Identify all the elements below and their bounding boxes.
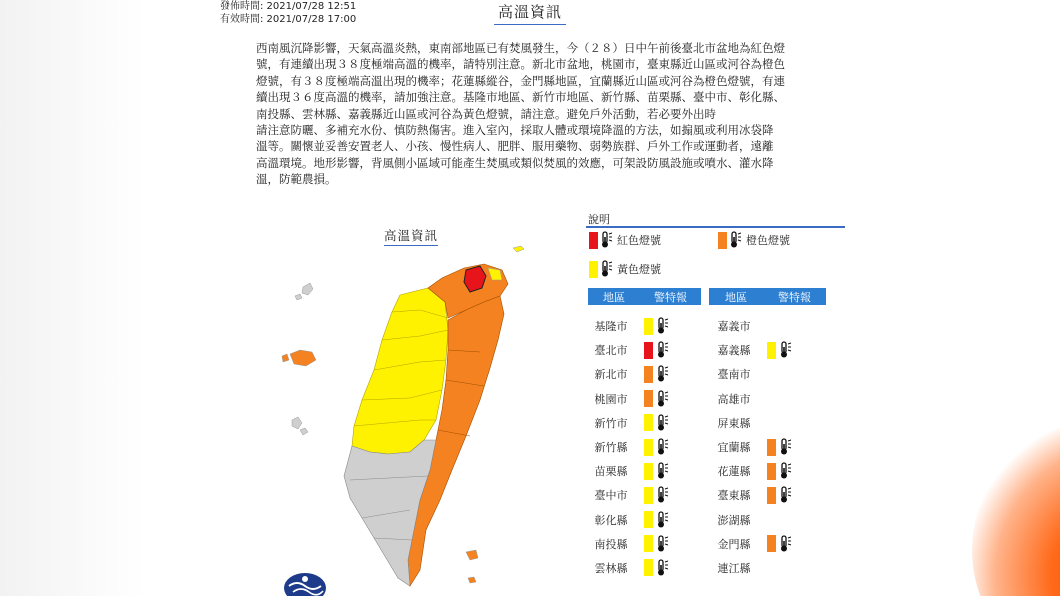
table-row [703, 532, 796, 556]
thermometer-sun-icon [657, 365, 669, 383]
region-name: 高雄市 [717, 392, 751, 406]
yellow-swatch [644, 318, 653, 335]
alert-level [765, 438, 796, 456]
table-row [703, 459, 796, 483]
yellow-swatch [644, 559, 653, 576]
yellow-swatch [644, 511, 653, 528]
region-name: 澎湖縣 [717, 513, 751, 527]
orange-swatch [767, 487, 776, 504]
table-row [580, 459, 673, 483]
region-name: 新北市 [594, 368, 628, 382]
description-paragraph [256, 40, 804, 188]
cwb-logo [283, 566, 327, 596]
thermometer-sun-icon [657, 486, 669, 504]
yellow-swatch [644, 439, 653, 456]
alert-level [765, 535, 796, 553]
region-name: 嘉義縣 [717, 344, 751, 358]
paragraph-line: 南投縣、雲林縣、嘉義縣近山區或河谷為黃色燈號，請注意。避免戶外活動，若必要外出時 [256, 106, 716, 121]
col-region: 地區 [603, 290, 625, 304]
paragraph-line: 號，有連續出現３８度極端高溫的機率，請特別注意。新北市盆地，桃園市，臺東縣近山區或河谷為橙色 [256, 57, 785, 72]
paragraph-line: 請注意防曬、多補充水份、慎防熱傷害。進入室內，採取人體或環境降溫的方法，如搧風或利用冰袋降 [256, 123, 774, 138]
thermometer-sun-icon [601, 231, 613, 249]
yellow-swatch [644, 535, 653, 552]
region-name: 桃園市 [594, 392, 628, 406]
thermometer-sun-icon [780, 462, 792, 480]
background-right [852, 0, 1060, 596]
paragraph-line: 續出現３６度高溫的機率，請加強注意。基隆市地區、新竹市地區、新竹縣、苗栗縣、臺中市、彰化縣、 [256, 90, 785, 105]
region-name: 彰化縣 [594, 513, 628, 527]
region-name: 臺東縣 [717, 489, 751, 503]
green-island [466, 550, 478, 560]
region-name: 南投縣 [594, 537, 628, 551]
alert-level [642, 438, 673, 456]
orange-swatch [767, 463, 776, 480]
valid-time: 有效時間: 2021/07/28 17:00 [220, 14, 357, 25]
alert-level [642, 341, 673, 359]
region-name: 連江縣 [717, 561, 751, 575]
table-row [703, 362, 796, 386]
thermometer-sun-icon [657, 341, 669, 359]
thermometer-sun-icon [780, 486, 792, 504]
background-left [0, 0, 208, 596]
matsu-island-1 [513, 246, 524, 252]
thermometer-sun-icon [657, 462, 669, 480]
paragraph-line: 西南風沉降影響，天氣高溫炎熱，東南部地區已有焚風發生，今（２８）日中午前後臺北市盆地為紅色燈 [256, 41, 785, 55]
paragraph-line: 溫等。關懷並妥善安置老人、小孩、慢性病人、肥胖、服用藥物、弱勢族群、戶外工作或運動者，遠離 [256, 139, 774, 154]
table-row [703, 556, 796, 580]
region-name: 屏東縣 [717, 416, 751, 430]
alert-level [642, 511, 673, 529]
region-yellow [352, 288, 448, 454]
alert-level [642, 365, 673, 383]
table-row [580, 508, 673, 532]
thermometer-sun-icon [657, 317, 669, 335]
alert-level [642, 462, 673, 480]
red-swatch [644, 342, 653, 359]
matsu-islands [295, 283, 313, 300]
alert-level [765, 486, 796, 504]
table-row [703, 387, 796, 411]
table-header-right [709, 288, 826, 305]
region-name: 嘉義市 [717, 320, 751, 334]
yellow-swatch [767, 342, 776, 359]
thermometer-sun-icon [780, 341, 792, 359]
col-alert: 警特報 [778, 290, 811, 304]
table-row [580, 411, 673, 435]
col-region: 地區 [725, 290, 747, 304]
legend-yellow-label: 黃色燈號 [617, 263, 661, 276]
yellow-swatch [644, 463, 653, 480]
thermometer-sun-icon [657, 559, 669, 577]
legend-yellow [589, 260, 661, 278]
thermometer-sun-icon [657, 414, 669, 432]
legend-red-label: 紅色燈號 [617, 234, 661, 247]
paragraph-line: 高溫環境。地形影響，背風側小區域可能產生焚風或類似焚風的效應，可架設防風設施或噴水、灌水降 [256, 155, 774, 170]
paragraph-line: 燈號，有３８度極端高溫出現的機率；花蓮縣縱谷，金門縣地區，宜蘭縣近山區或河谷為橙色燈號，有連 [256, 73, 785, 88]
alert-level [765, 462, 796, 480]
alert-level [765, 341, 796, 359]
thermometer-sun-icon [657, 535, 669, 553]
orange-swatch [718, 232, 727, 249]
thermometer-sun-icon [657, 438, 669, 456]
region-name: 臺南市 [717, 368, 751, 382]
thermometer-sun-icon [780, 438, 792, 456]
alert-level [642, 414, 673, 432]
thermometer-sun-icon [657, 390, 669, 408]
table-row [580, 435, 673, 459]
region-name: 苗栗縣 [594, 465, 628, 479]
legend-divider [586, 226, 845, 228]
table-row [580, 532, 673, 556]
page-title: 高溫資訊 [494, 1, 566, 25]
table-row [580, 314, 673, 338]
legend-title: 說明 [588, 213, 610, 226]
legend-red [589, 231, 661, 249]
table-row [703, 314, 796, 338]
thermometer-sun-icon [780, 535, 792, 553]
heat-info-document [208, 0, 852, 596]
region-name: 新竹市 [594, 416, 628, 430]
table-row [580, 483, 673, 507]
orchid-island [468, 577, 476, 583]
region-name: 新竹縣 [594, 441, 628, 455]
alert-level [642, 486, 673, 504]
table-left [580, 314, 673, 580]
orange-swatch [644, 366, 653, 383]
yellow-swatch [644, 414, 653, 431]
legend-orange-label: 橙色燈號 [746, 234, 790, 247]
orange-swatch [767, 439, 776, 456]
region-name: 雲林縣 [594, 561, 628, 575]
alert-level [642, 317, 673, 335]
table-row [580, 338, 673, 362]
alert-level [642, 535, 673, 553]
region-name: 花蓮縣 [717, 465, 751, 479]
orange-swatch [767, 535, 776, 552]
table-row [703, 411, 796, 435]
table-row [703, 338, 796, 362]
thermometer-sun-icon [730, 231, 742, 249]
table-row [703, 483, 796, 507]
map-title: 高溫資訊 [384, 226, 438, 246]
region-name: 臺北市 [594, 344, 628, 358]
region-name: 宜蘭縣 [717, 441, 751, 455]
table-row [580, 387, 673, 411]
yellow-swatch [644, 487, 653, 504]
yellow-swatch [589, 261, 598, 278]
kinmen-island [282, 350, 316, 366]
issue-time: 發佈時間: 2021/07/28 12:51 [220, 1, 357, 12]
thermometer-sun-icon [657, 511, 669, 529]
thermometer-sun-icon [601, 260, 613, 278]
table-right [703, 314, 796, 580]
taiwan-map [270, 240, 570, 596]
table-header-left [588, 288, 701, 305]
alert-level [642, 390, 673, 408]
table-row [580, 362, 673, 386]
region-name: 基隆市 [594, 320, 628, 334]
orange-swatch [644, 390, 653, 407]
red-swatch [589, 232, 598, 249]
region-name: 金門縣 [717, 537, 751, 551]
legend-orange [718, 231, 790, 249]
paragraph-line: 溫，防範農損。 [256, 172, 337, 187]
penghu-islands [292, 417, 308, 435]
table-row [703, 508, 796, 532]
time-meta [220, 0, 356, 26]
col-alert: 警特報 [654, 290, 687, 304]
alert-level [642, 559, 673, 577]
region-name: 臺中市 [594, 489, 628, 503]
decorative-glow [972, 420, 1060, 596]
table-row [580, 556, 673, 580]
table-row [703, 435, 796, 459]
